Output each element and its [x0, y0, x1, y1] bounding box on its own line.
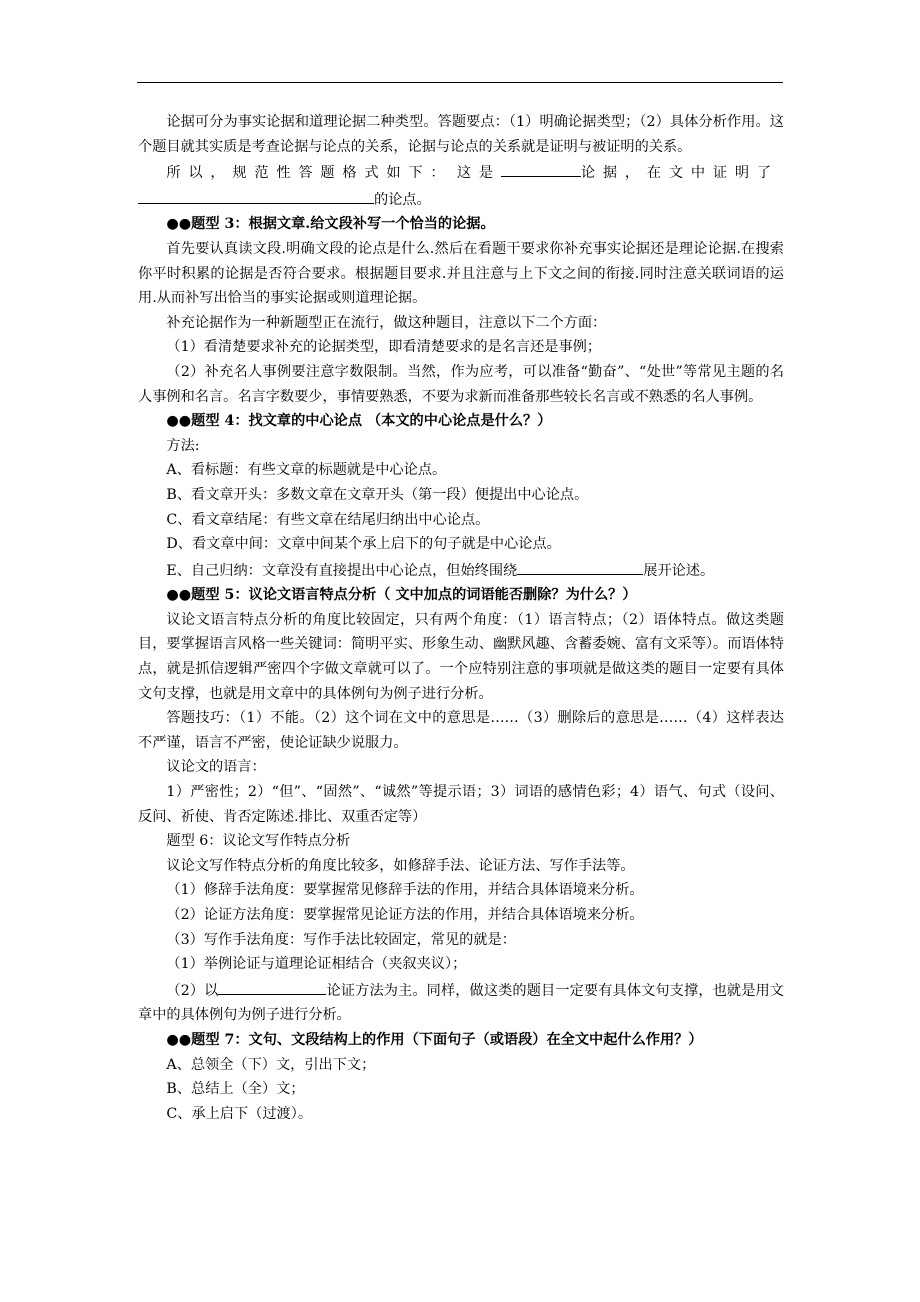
list-item: （1）修辞手法角度：要掌握常见修辞手法的作用，并结合具体语境来分析。 — [166, 882, 644, 899]
paragraph-language-list: 1）严密性；2）“但”、“固然”、“诚然”等提示语；3）词语的感情色彩；4）语气、句式（设问、反问、祈使、肯否定陈述.排比、双重否定等） — [138, 784, 784, 825]
list-item: A、总领全（下）文，引出下文； — [166, 1056, 376, 1073]
list-item: E、自己归纳：文章没有直接提出中心论点，但始终围绕 展开论述。 — [138, 557, 784, 584]
paragraph-evidence-types: 论据可分为事实论据和道理论据二种类型。答题要点：（1）明确论据类型；（2）具体分析作用。这个题目就其实质是考查论据与论点的关系，论据与论点的关系就是证明与被证明的关系。 — [138, 114, 784, 155]
paragraph-type-6: 议论文写作特点分析的角度比较多，如修辞手法、论证方法、写作手法等。 — [166, 857, 635, 874]
heading-type-6: 题型 6：议论文写作特点分析 — [166, 833, 351, 850]
list-item: B、总结上（全）文； — [166, 1081, 305, 1098]
fill-blank — [501, 159, 581, 177]
paragraph-answer-tips: 答题技巧：（1）不能。（2）这个词在文中的意思是……（3）删除后的意思是……（4）这样表达不严谨，语言不严密，使论证缺少说服力。 — [138, 710, 784, 751]
list-item: （2）以 论证方法为主。同样，做这类的题目一定要有具体文句支撑，也就是用文章中的具体例句为例子进行分析。 — [138, 977, 784, 1028]
list-item: （1）看清楚要求补充的论据类型，即看清楚要求的是名言还是事例； — [166, 339, 602, 356]
heading-type-4: ●●题型 4：找文章的中心论点 （本文的中心论点是什么？） — [166, 413, 552, 430]
fill-blank — [138, 186, 374, 204]
list-item: （2）论证方法角度：要掌握常见论证方法的作用，并结合具体语境来分析。 — [166, 907, 644, 923]
paragraph-language: 议论文的语言： — [166, 759, 266, 776]
list-item: （3）写作手法角度：写作手法比较固定，常见的就是： — [166, 931, 516, 948]
list-item: A、看标题：有些文章的标题就是中心论点。 — [166, 462, 447, 479]
list-item: D、看文章中间：文章中间某个承上启下的句子就是中心论点。 — [166, 536, 561, 553]
paragraph-answer-format: 所以，规范性答题格式如下： 这是 论据，在文中证明了 的论点。 — [138, 159, 784, 212]
paragraph-type-3: 首先要认真读文段.明确文段的论点是什么.然后在看题干要求你补充事实论据还是理论论据.在搜索你平时积累的论据是否符合要求。根据题目要求.并且注意与上下文之间的衔接.同时注意关联词语的运用.从而补写出恰当的事实论据或则道理论据。 — [138, 240, 784, 307]
paragraph-type-5: 议论文语言特点分析的角度比较固定，只有两个角度：（1）语言特点；（2）语体特点。做这类题目，要掌握语言风格一些关键词：简明平实、形象生动、幽默风趣、含蓄委婉、富有文采等）。而语体特点，就是抓信逻辑严密四个字做文章就可以了。一个应特别注意的事项就是做这类的题目一定要有具体文句支撑，也就是用文章中的具体例句为例子进行分析。 — [138, 611, 784, 702]
fill-blank — [517, 557, 643, 575]
list-item: C、承上启下（过渡）。 — [166, 1105, 313, 1122]
paragraph-supplement: 补充论据作为一种新题型正在流行，做这种题目，注意以下二个方面： — [166, 314, 607, 331]
method-label: 方法: — [166, 437, 200, 454]
fill-blank — [218, 977, 326, 995]
heading-type-3: ●●题型 3：根据文章.给文段补写一个恰当的论据。 — [166, 216, 495, 233]
header-rule — [137, 82, 783, 83]
list-item: B、看文章开头：多数文章在文章开头（第一段）便提出中心论点。 — [166, 486, 589, 503]
list-item: （2）补充名人事例要注意字数限制。当然，作为应考，可以准备“勤奋”、“处世”等常见主题的名人事例和名言。名言字数要少，事情要熟悉，不要为求新而准备那些较长名言或不熟悉的名人事例。 — [138, 363, 784, 405]
document-body — [138, 110, 784, 1126]
heading-type-5: ●●题型 5：议论文语言特点分析（ 文中加点的词语能否删除？为什么？） — [166, 587, 637, 604]
list-item: C、看文章结尾：有些文章在结尾归纳出中心论点。 — [166, 511, 490, 528]
heading-type-7: ●●题型 7：文句、文段结构上的作用（下面句子（或语段）在全文中起什么作用？） — [166, 1031, 703, 1048]
list-item: （1）举例论证与道理论证相结合（夹叙夹议）； — [166, 956, 467, 973]
